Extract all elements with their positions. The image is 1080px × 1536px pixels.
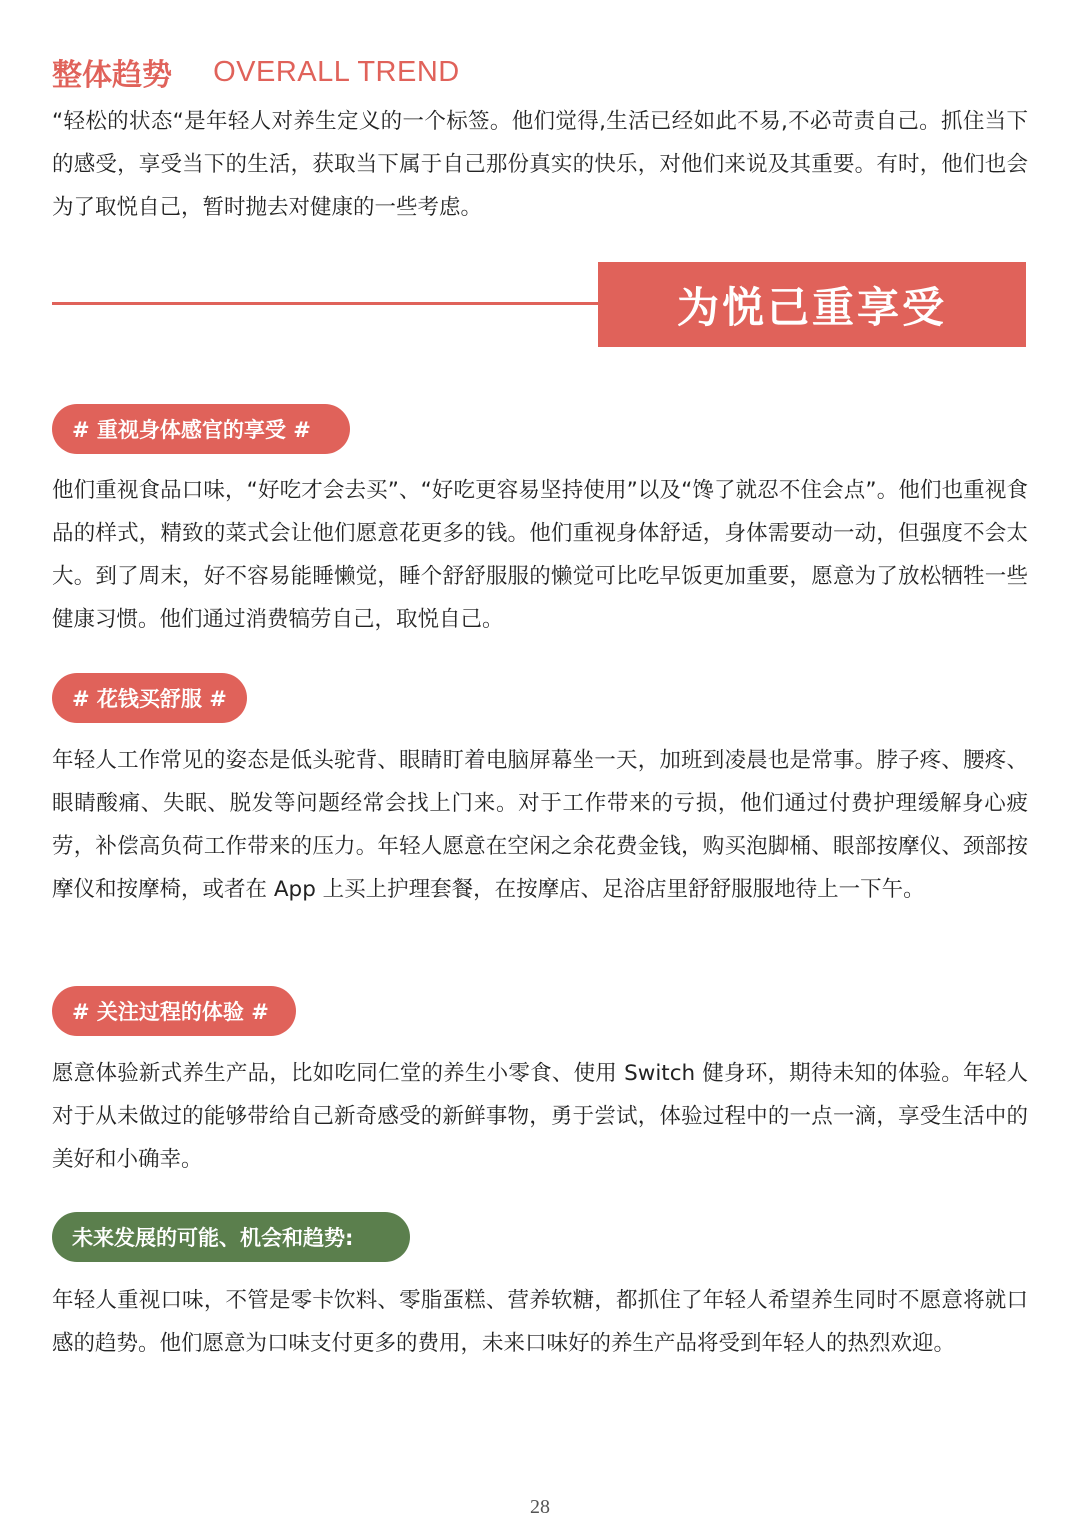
header-title-cn: 整体趋势	[52, 58, 172, 93]
tag-future-trends: 未来发展的可能、机会和趋势:	[52, 1212, 410, 1262]
section-banner: 为悦己重享受	[598, 262, 1026, 347]
paragraph-sensory-enjoyment: 他们重视食品口味，“好吃才会去买”、“好吃更容易坚持使用”以及“馋了就忍不住会点”。他们也重视食品的样式，精致的菜式会让他们愿意花更多的钱。他们重视身体舒适，身体需要动一动，但强度不会太大。到了周末，好不容易能睡懒觉，睡个舒舒服服的懒觉可比吃早饭更加重要，愿意为了放松牺牲一些健康习惯。他们通过消费犒劳自己，取悦自己。	[52, 478, 1028, 632]
banner-divider-line	[52, 302, 602, 305]
paragraph-pay-for-comfort: 年轻人工作常见的姿态是低头驼背、眼睛盯着电脑屏幕坐一天，加班到凌晨也是常事。脖子疼、腰疼、眼睛酸痛、失眠、脱发等问题经常会找上门来。对于工作带来的亏损，他们通过付费护理缓解身心疲劳，补偿高负荷工作带来的压力。年轻人愿意在空闲之余花费金钱，购买泡脚桶、眼部按摩仪、颈部按摩仪和按摩椅，或者在 App 上买上护理套餐，在按摩店、足浴店里舒舒服服地待上一下午。	[52, 748, 1028, 902]
tag-process-experience: # 关注过程的体验 #	[52, 986, 296, 1036]
page-number: 28	[530, 1496, 550, 1518]
paragraph-process-experience: 愿意体验新式养生产品，比如吃同仁堂的养生小零食、使用 Switch 健身环，期待未知的体验。年轻人对于从未做过的能够带给自己新奇感受的新鲜事物，勇于尝试，体验过程中的一点一滴，享受生活中的美好和小确幸。	[52, 1061, 1028, 1172]
tag-pay-for-comfort: # 花钱买舒服 #	[52, 673, 247, 723]
paragraph-future-trends: 年轻人重视口味，不管是零卡饮料、零脂蛋糕、营养软糖，都抓住了年轻人希望养生同时不愿意将就口感的趋势。他们愿意为口味支付更多的费用，未来口味好的养生产品将受到年轻人的热烈欢迎。	[52, 1288, 1028, 1356]
page-header	[52, 50, 460, 93]
intro-paragraph: “轻松的状态“是年轻人对养生定义的一个标签。他们觉得,生活已经如此不易,不必苛责自己。抓住当下的感受，享受当下的生活，获取当下属于自己那份真实的快乐，对他们来说及其重要。有时，他们也会为了取悦自己，暂时抛去对健康的一些考虑。	[52, 109, 1028, 220]
header-title-en: OVERALL TREND	[213, 55, 460, 88]
tag-sensory-enjoyment: # 重视身体感官的享受 #	[52, 404, 350, 454]
